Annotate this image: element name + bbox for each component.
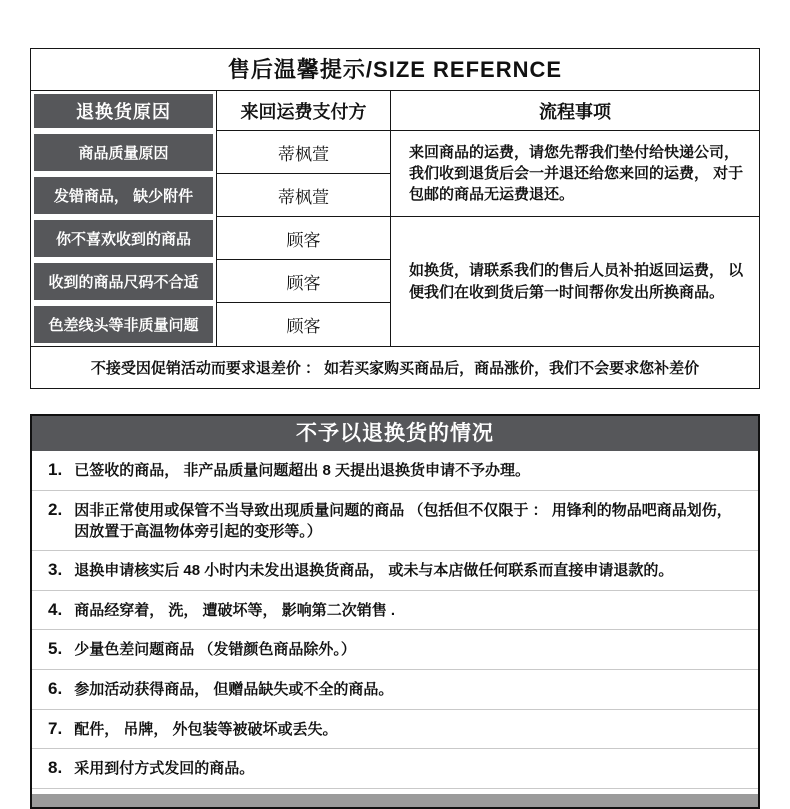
item-number: 1. bbox=[48, 460, 63, 479]
no-return-title: 不予以退换货的情况 bbox=[32, 416, 758, 451]
item-text: 采用到付方式发回的商品。 bbox=[74, 760, 255, 778]
list-item bbox=[32, 591, 758, 631]
no-return-section bbox=[30, 414, 760, 809]
list-item bbox=[32, 630, 758, 670]
item-text: 参加活动获得商品， 但赠品缺失或不全的商品。 bbox=[74, 681, 394, 699]
item-text: 因非正常使用或保管不当导致出现质量问题的商品 （包括但不仅限于 ： 用锋利的物品吧商品划伤， 因放置于高温物体旁引起的变形等。） bbox=[74, 501, 732, 541]
reason-cell-color-diff: 色差线头等非质量问题 bbox=[34, 306, 213, 343]
reason-cell-wrong-item: 发错商品， 缺少附件 bbox=[34, 177, 213, 214]
item-text: 退换申请核实后 48 小时内未发出退换货商品， 或未与本店做任何联系而直接申请退款的。 bbox=[74, 562, 674, 580]
reason-cell-size: 收到的商品尺码不合适 bbox=[34, 263, 213, 300]
payer-cell: 蒂枫萱 bbox=[216, 174, 391, 217]
footer-bar bbox=[32, 794, 758, 807]
payer-cell: 蒂枫萱 bbox=[216, 131, 391, 174]
list-item bbox=[32, 491, 758, 552]
table-grid bbox=[31, 91, 759, 346]
item-text: 少量色差问题商品 （发错颜色商品除外。） bbox=[74, 641, 356, 659]
item-text: 已签收的商品， 非产品质量问题超出 8 天提出退换货申请不予办理。 bbox=[74, 462, 531, 479]
after-sales-table bbox=[30, 48, 760, 389]
item-number: 4. bbox=[48, 599, 63, 619]
list-item bbox=[32, 710, 758, 750]
list-item bbox=[32, 551, 758, 591]
item-text: 配件， 吊牌， 外包装等被破坏或丢失。 bbox=[74, 720, 338, 738]
item-number: 5. bbox=[48, 639, 63, 659]
process-note-shipping: 来回商品的运费，请您先帮我们垫付给快递公司， 我们收到退货后会一并退还给您来回的运费， 对于包邮的商品无运费退还。 bbox=[391, 131, 759, 217]
list-item bbox=[32, 749, 758, 789]
col-header-shipping-payer: 来回运费支付方 bbox=[216, 91, 391, 131]
item-number: 7. bbox=[48, 718, 63, 738]
item-number: 6. bbox=[48, 679, 63, 699]
col-header-process: 流程事项 bbox=[391, 91, 759, 131]
item-text: 商品经穿着， 洗， 遭破坏等， 影响第二次销售 . bbox=[74, 601, 396, 619]
price-difference-note: 不接受因促销活动而要求退差价 ： 如若买家购买商品后，商品涨价，我们不会要求您补差价 bbox=[31, 346, 759, 388]
process-note-exchange: 如换货，请联系我们的售后人员补拍返回运费， 以便我们在收到货后第一时间帮你发出所换商品。 bbox=[409, 262, 744, 301]
reason-cell-dislike: 你不喜欢收到的商品 bbox=[34, 220, 213, 257]
list-item bbox=[32, 670, 758, 710]
payer-cell: 顾客 bbox=[216, 217, 391, 260]
item-number: 3. bbox=[48, 560, 63, 580]
table-title: 售后温馨提示/SIZE REFERNCE bbox=[31, 49, 759, 91]
item-number: 2. bbox=[48, 499, 63, 519]
payer-cell: 顾客 bbox=[216, 260, 391, 303]
payer-cell: 顾客 bbox=[216, 303, 391, 346]
list-item bbox=[32, 451, 758, 491]
col-header-return-reason: 退换货原因 bbox=[34, 94, 213, 128]
reason-cell-quality: 商品质量原因 bbox=[34, 134, 213, 171]
item-number: 8. bbox=[48, 758, 63, 778]
